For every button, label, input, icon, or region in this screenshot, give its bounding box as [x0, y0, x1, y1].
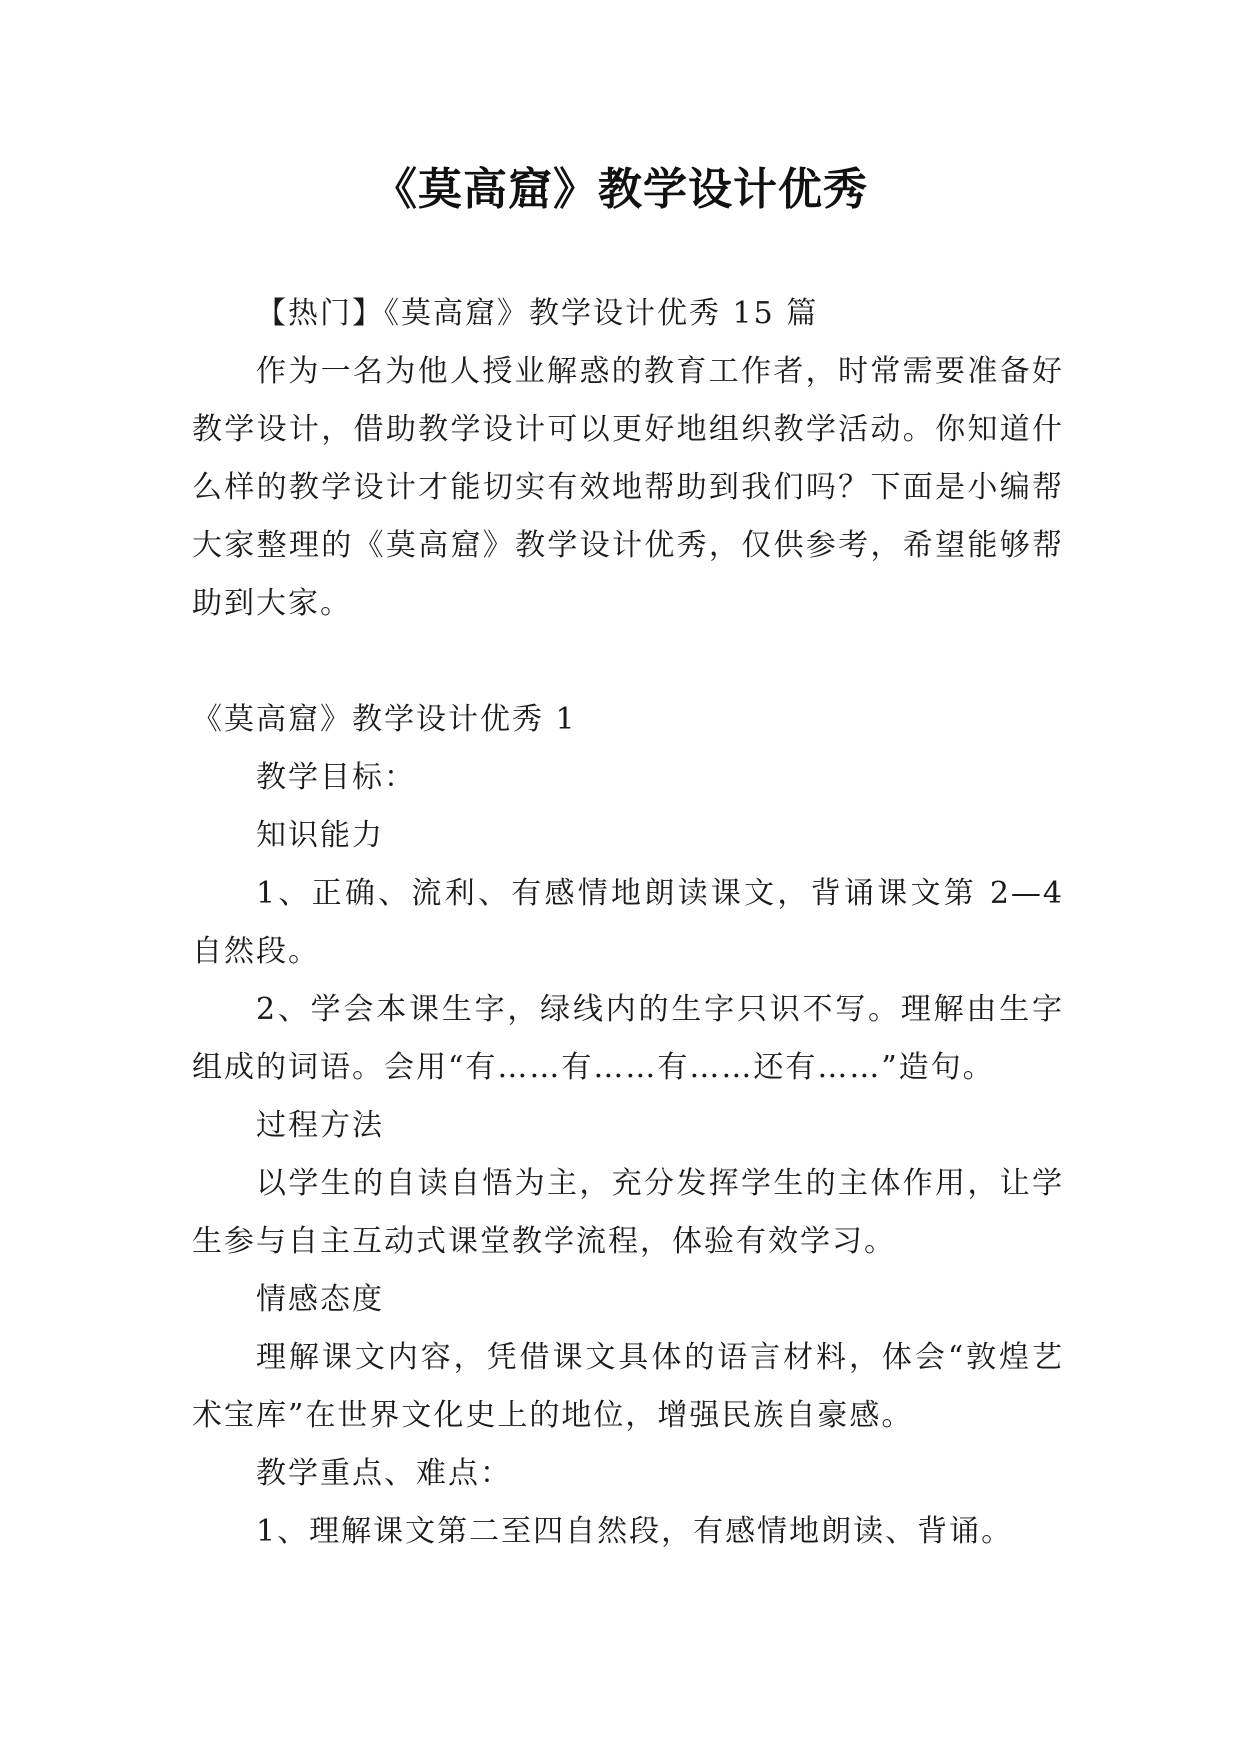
section-spacer — [192, 633, 1064, 691]
process-label: 过程方法 — [256, 1108, 384, 1143]
key-points-label: 教学重点、难点： — [256, 1456, 512, 1491]
emotion-label: 情感态度 — [256, 1282, 384, 1317]
document-title: 《莫高窟》教学设计优秀 — [373, 164, 868, 215]
goal-item-1: 1、正确、流利、有感情地朗读课文，背诵课文第 2—4 自然段。 — [192, 876, 1064, 969]
document-body — [192, 285, 1064, 1561]
hot-line: 【热门】《莫高窟》教学设计优秀 15 篇 — [256, 296, 819, 331]
goal-item-2: 2、学会本课生字，绿线内的生字只识不写。理解由生字组成的词语。会用“有……有……有……还有……”造句。 — [192, 992, 1064, 1085]
intro-paragraph: 作为一名为他人授业解惑的教育工作者，时常需要准备好教学设计，借助教学设计可以更好地组织教学活动。你知道什么样的教学设计才能切实有效地帮助到我们吗？下面是小编帮大家整理的《莫高窟》教学设计优秀，仅供参考，希望能够帮助到大家。 — [192, 354, 1064, 621]
key-point-item-1: 1、理解课文第二至四自然段，有感情地朗读、背诵。 — [256, 1514, 1014, 1549]
knowledge-label: 知识能力 — [256, 818, 384, 853]
emotion-text: 理解课文内容，凭借课文具体的语言材料，体会“敦煌艺术宝库”在世界文化史上的地位，增强民族自豪感。 — [192, 1340, 1064, 1433]
goals-label: 教学目标： — [256, 760, 416, 795]
process-text: 以学生的自读自悟为主，充分发挥学生的主体作用，让学生参与自主互动式课堂教学流程，体验有效学习。 — [192, 1166, 1064, 1259]
section-heading: 《莫高窟》教学设计优秀 1 — [192, 702, 577, 737]
